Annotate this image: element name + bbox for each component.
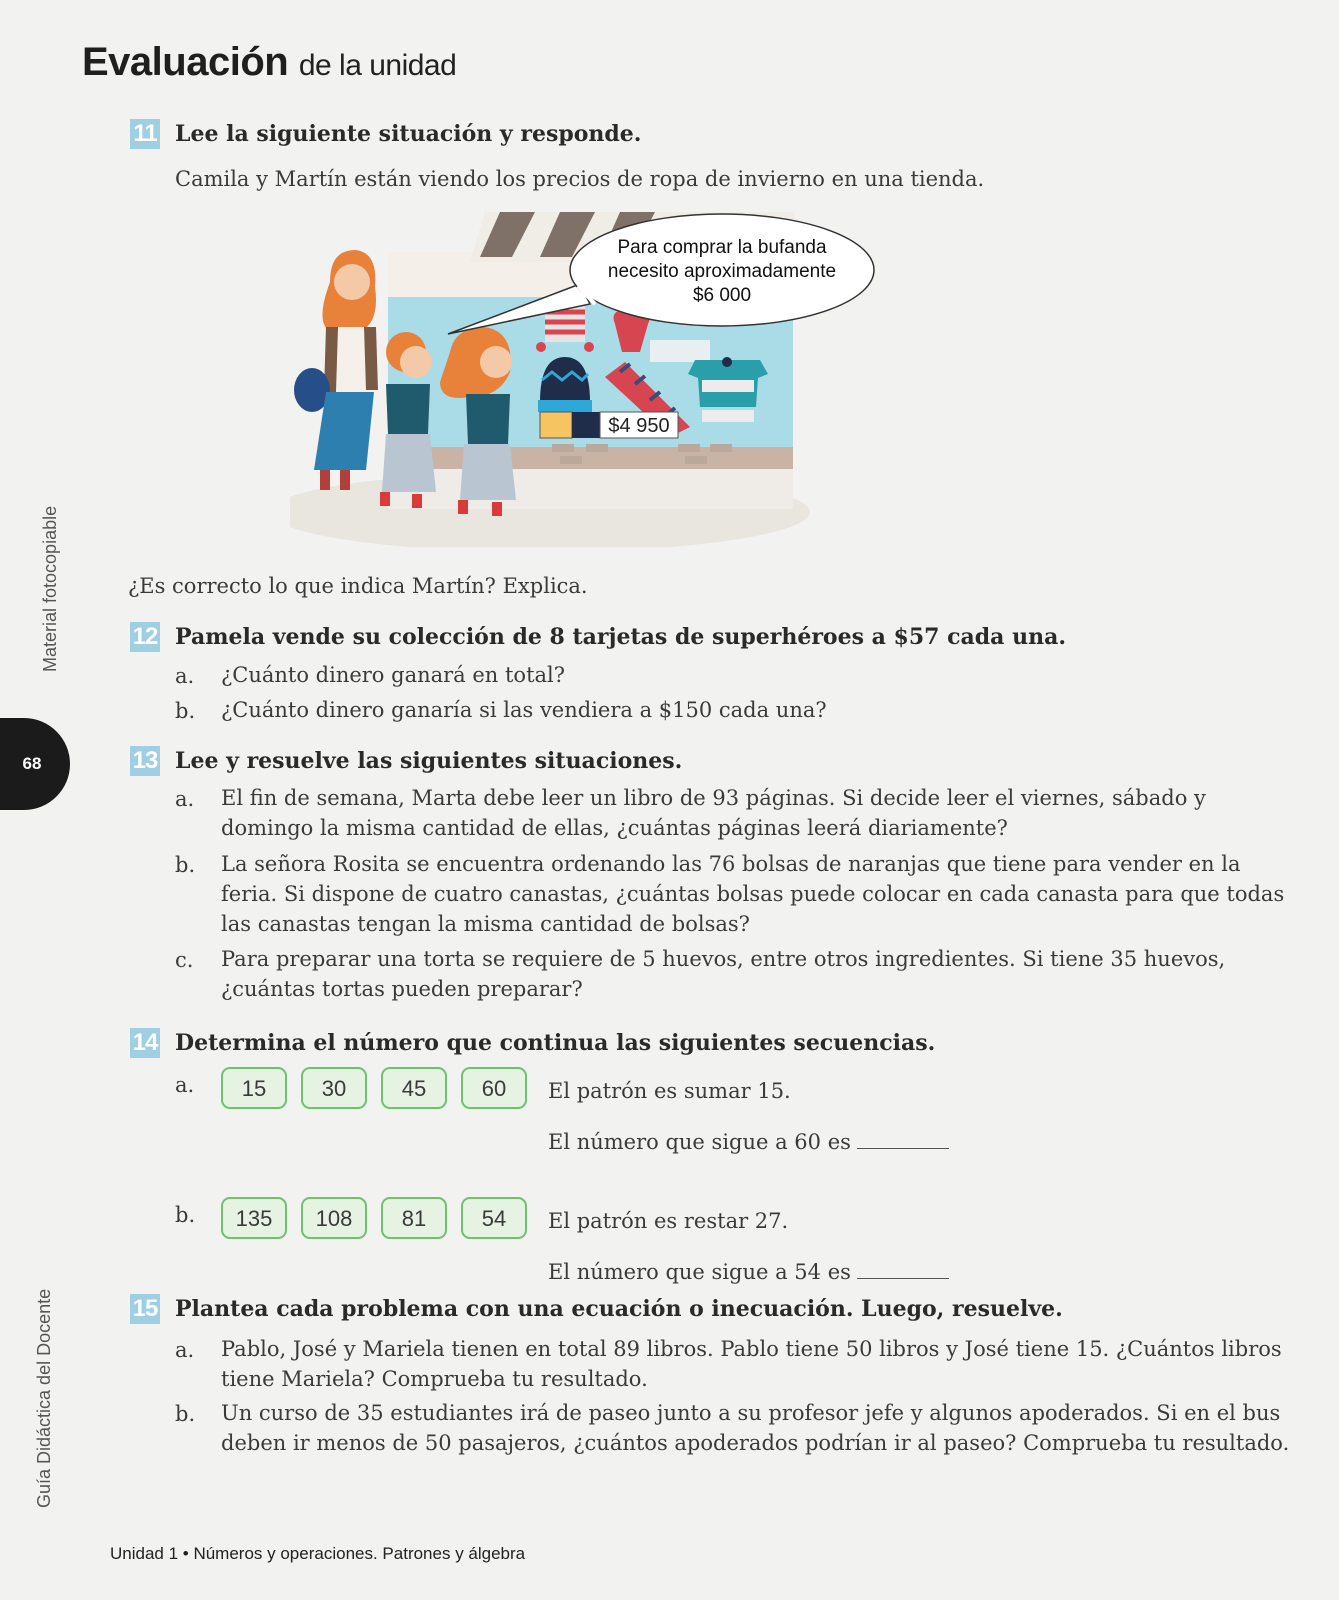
price-tag: $4 950	[608, 415, 670, 437]
question-number-13: 13	[130, 746, 160, 776]
item-label: c.	[175, 948, 194, 972]
item-label: a.	[175, 1073, 195, 1097]
question-15a-line-1: Pablo, José y Mariela tienen en total 89 libros. Pablo tiene 50 libros y José tiene 15. ¿Cuántos libros	[221, 1337, 1282, 1361]
item-label: a.	[175, 664, 195, 688]
question-14-prompt: Determina el número que continua las siguientes secuencias.	[175, 1030, 936, 1056]
item-label: a.	[175, 787, 195, 811]
sequence-b-next: El número que sigue a 54 es	[548, 1257, 949, 1287]
question-13b-line-1: La señora Rosita se encuentra ordenando las 76 bolsas de naranjas que tiene para vender en la	[221, 852, 1241, 876]
question-15a-line-2: tiene Mariela? Comprueba tu resultado.	[221, 1367, 648, 1391]
question-13b-line-3: las canastas tengan la misma cantidad de bolsas?	[221, 912, 750, 936]
speech-line-2: necesito aproximadamente	[607, 261, 837, 282]
sequence-box: 81	[381, 1197, 447, 1239]
sequence-box: 30	[301, 1067, 367, 1109]
item-label: b.	[175, 853, 196, 877]
page-title: Evaluación de la unidad	[82, 40, 457, 84]
question-13b-line-2: feria. Si dispone de cuatro canastas, ¿cuántas bolsas puede colocar en cada canasta para que todas	[221, 882, 1285, 906]
question-15b-line-1: Un curso de 35 estudiantes irá de paseo junto a su profesor jefe y algunos apoderados. Si en el bus	[221, 1401, 1281, 1425]
sequence-box: 135	[221, 1197, 287, 1239]
sequence-a-next: El número que sigue a 60 es	[548, 1127, 949, 1157]
page-number-tab: 68	[0, 718, 70, 810]
answer-blank[interactable]	[857, 1148, 949, 1149]
question-15-prompt: Plantea cada problema con una ecuación o inecuación. Luego, resuelve.	[175, 1296, 1063, 1322]
question-15b-line-2: deben ir menos de 50 pasajeros, ¿cuántos apoderados podrían ir al paseo? Comprueba tu resultado.	[221, 1431, 1290, 1455]
speech-line-3: $6 000	[692, 285, 752, 306]
item-label: a.	[175, 1338, 195, 1362]
question-13c-line-1: Para preparar una torta se requiere de 5 huevos, entre otros ingredientes. Si tiene 35 huevos,	[221, 947, 1226, 971]
question-number-15: 15	[130, 1294, 160, 1324]
question-number-12: 12	[130, 622, 160, 652]
question-13a-line-1: El fin de semana, Marta debe leer un libro de 93 páginas. Si decide leer el viernes, sábado y	[221, 786, 1206, 810]
question-number-11: 11	[130, 119, 160, 149]
answer-blank[interactable]	[857, 1278, 949, 1279]
question-number-14: 14	[130, 1028, 160, 1058]
store-illustration	[290, 212, 890, 547]
sequence-b-pattern: El patrón es restar 27.	[548, 1209, 789, 1233]
question-13c-line-2: ¿cuántas tortas pueden preparar?	[221, 977, 583, 1001]
item-label: b.	[175, 1203, 196, 1227]
sequence-a-pattern: El patrón es sumar 15.	[548, 1079, 791, 1103]
question-11-question: ¿Es correcto lo que indica Martín? Explica.	[128, 574, 588, 598]
question-13a-line-2: domingo la misma cantidad de ellas, ¿cuántas páginas leerá diariamente?	[221, 816, 1008, 840]
sequence-box: 45	[381, 1067, 447, 1109]
question-13-prompt: Lee y resuelve las siguientes situaciones.	[175, 748, 683, 774]
sequence-box: 108	[301, 1197, 367, 1239]
question-11-text: Camila y Martín están viendo los precios de ropa de invierno en una tienda.	[175, 167, 985, 191]
question-11-prompt: Lee la siguiente situación y responde.	[175, 121, 642, 147]
woman-figure	[294, 250, 378, 490]
item-label: b.	[175, 699, 196, 723]
speech-line-1: Para comprar la bufanda	[617, 237, 827, 258]
sidebar-top-label: Material fotocopiable	[40, 505, 60, 672]
sidebar-bottom-label: Guía Didáctica del Docente	[34, 1288, 54, 1508]
sequence-box: 60	[461, 1067, 527, 1109]
footer-unit-label: Unidad 1 • Números y operaciones. Patrones y álgebra	[110, 1544, 526, 1563]
boy-figure	[380, 332, 436, 508]
question-12-prompt: Pamela vende su colección de 8 tarjetas de superhéroes a $57 cada una.	[175, 624, 1066, 650]
question-12b-text: ¿Cuánto dinero ganaría si las vendiera a $150 cada una?	[221, 698, 827, 722]
sequence-box: 15	[221, 1067, 287, 1109]
sequence-box: 54	[461, 1197, 527, 1239]
item-label: b.	[175, 1402, 196, 1426]
question-12a-text: ¿Cuánto dinero ganará en total?	[221, 663, 566, 687]
